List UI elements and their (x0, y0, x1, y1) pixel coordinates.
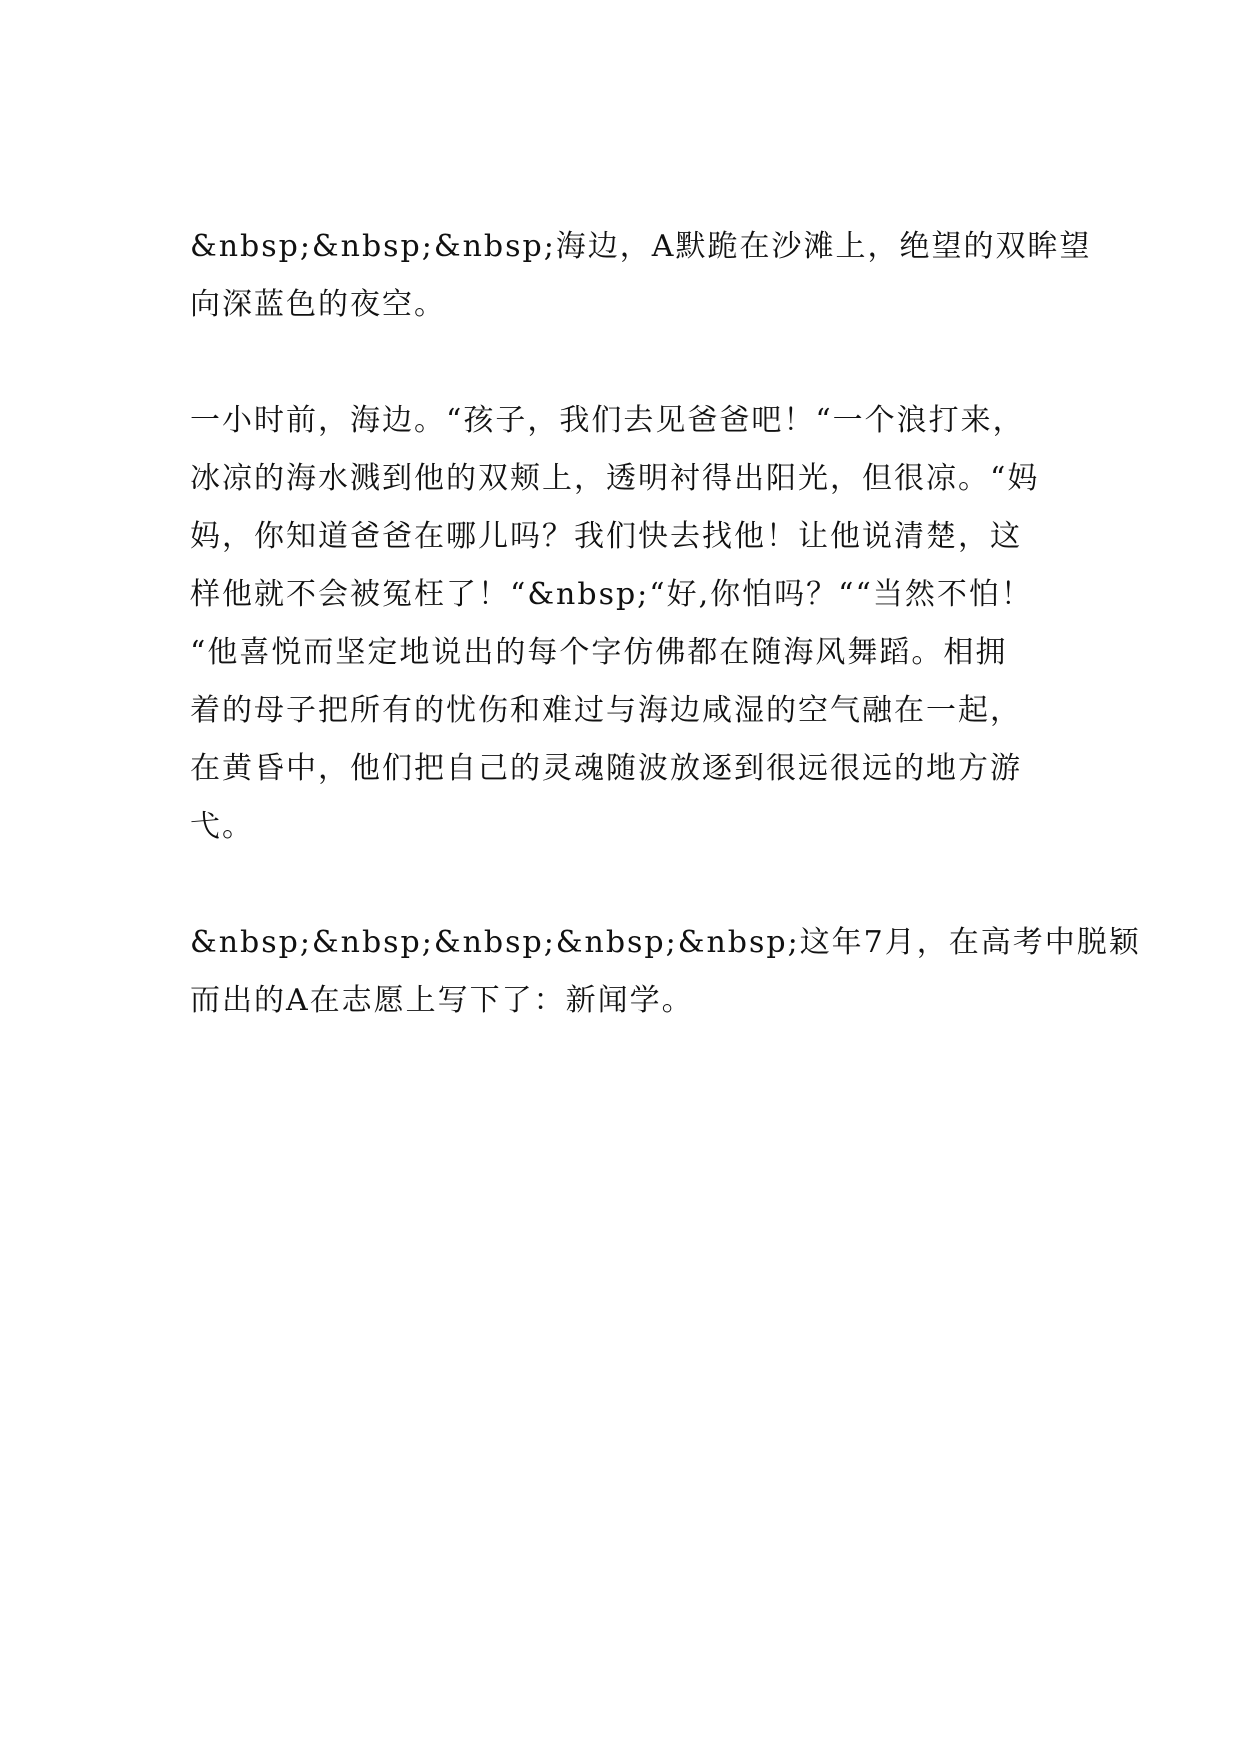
document-body (190, 218, 1141, 1030)
paragraph-1 (190, 218, 1092, 334)
paragraph-2 (190, 392, 1060, 856)
paragraph-line: 在黄昏中，他们把自己的灵魂随波放逐到很远很远的地方游 (190, 751, 1022, 786)
paragraph-line: &nbsp;&nbsp;&nbsp;&nbsp;&nbsp;这年7月，在高考中脱颖 (190, 925, 1141, 960)
paragraph-line: 样他就不会被冤枉了！“&nbsp;“好,你怕吗？““当然不怕！ (190, 577, 1033, 612)
paragraph-line: 弋。 (190, 809, 254, 844)
paragraph-line: 而出的A在志愿上写下了：新闻学。 (190, 983, 694, 1018)
paragraph-line: 冰凉的海水溅到他的双颊上，透明衬得出阳光，但很凉。“妈 (190, 461, 1040, 496)
paragraph-line: 着的母子把所有的忧伤和难过与海边咸湿的空气融在一起， (190, 693, 1022, 728)
paragraph-line: 向深蓝色的夜空。 (190, 287, 446, 322)
paragraph-line: “他喜悦而坚定地说出的每个字仿佛都在随海风舞蹈。相拥 (190, 635, 1008, 670)
paragraph-3 (190, 914, 1141, 1030)
paragraph-line: &nbsp;&nbsp;&nbsp;海边，A默跪在沙滩上，绝望的双眸望 (190, 229, 1092, 264)
paragraph-line: 一小时前，海边。“孩子，我们去见爸爸吧！“一个浪打来， (190, 403, 1025, 438)
paragraph-line: 妈，你知道爸爸在哪儿吗？我们快去找他！让他说清楚，这 (190, 519, 1022, 554)
